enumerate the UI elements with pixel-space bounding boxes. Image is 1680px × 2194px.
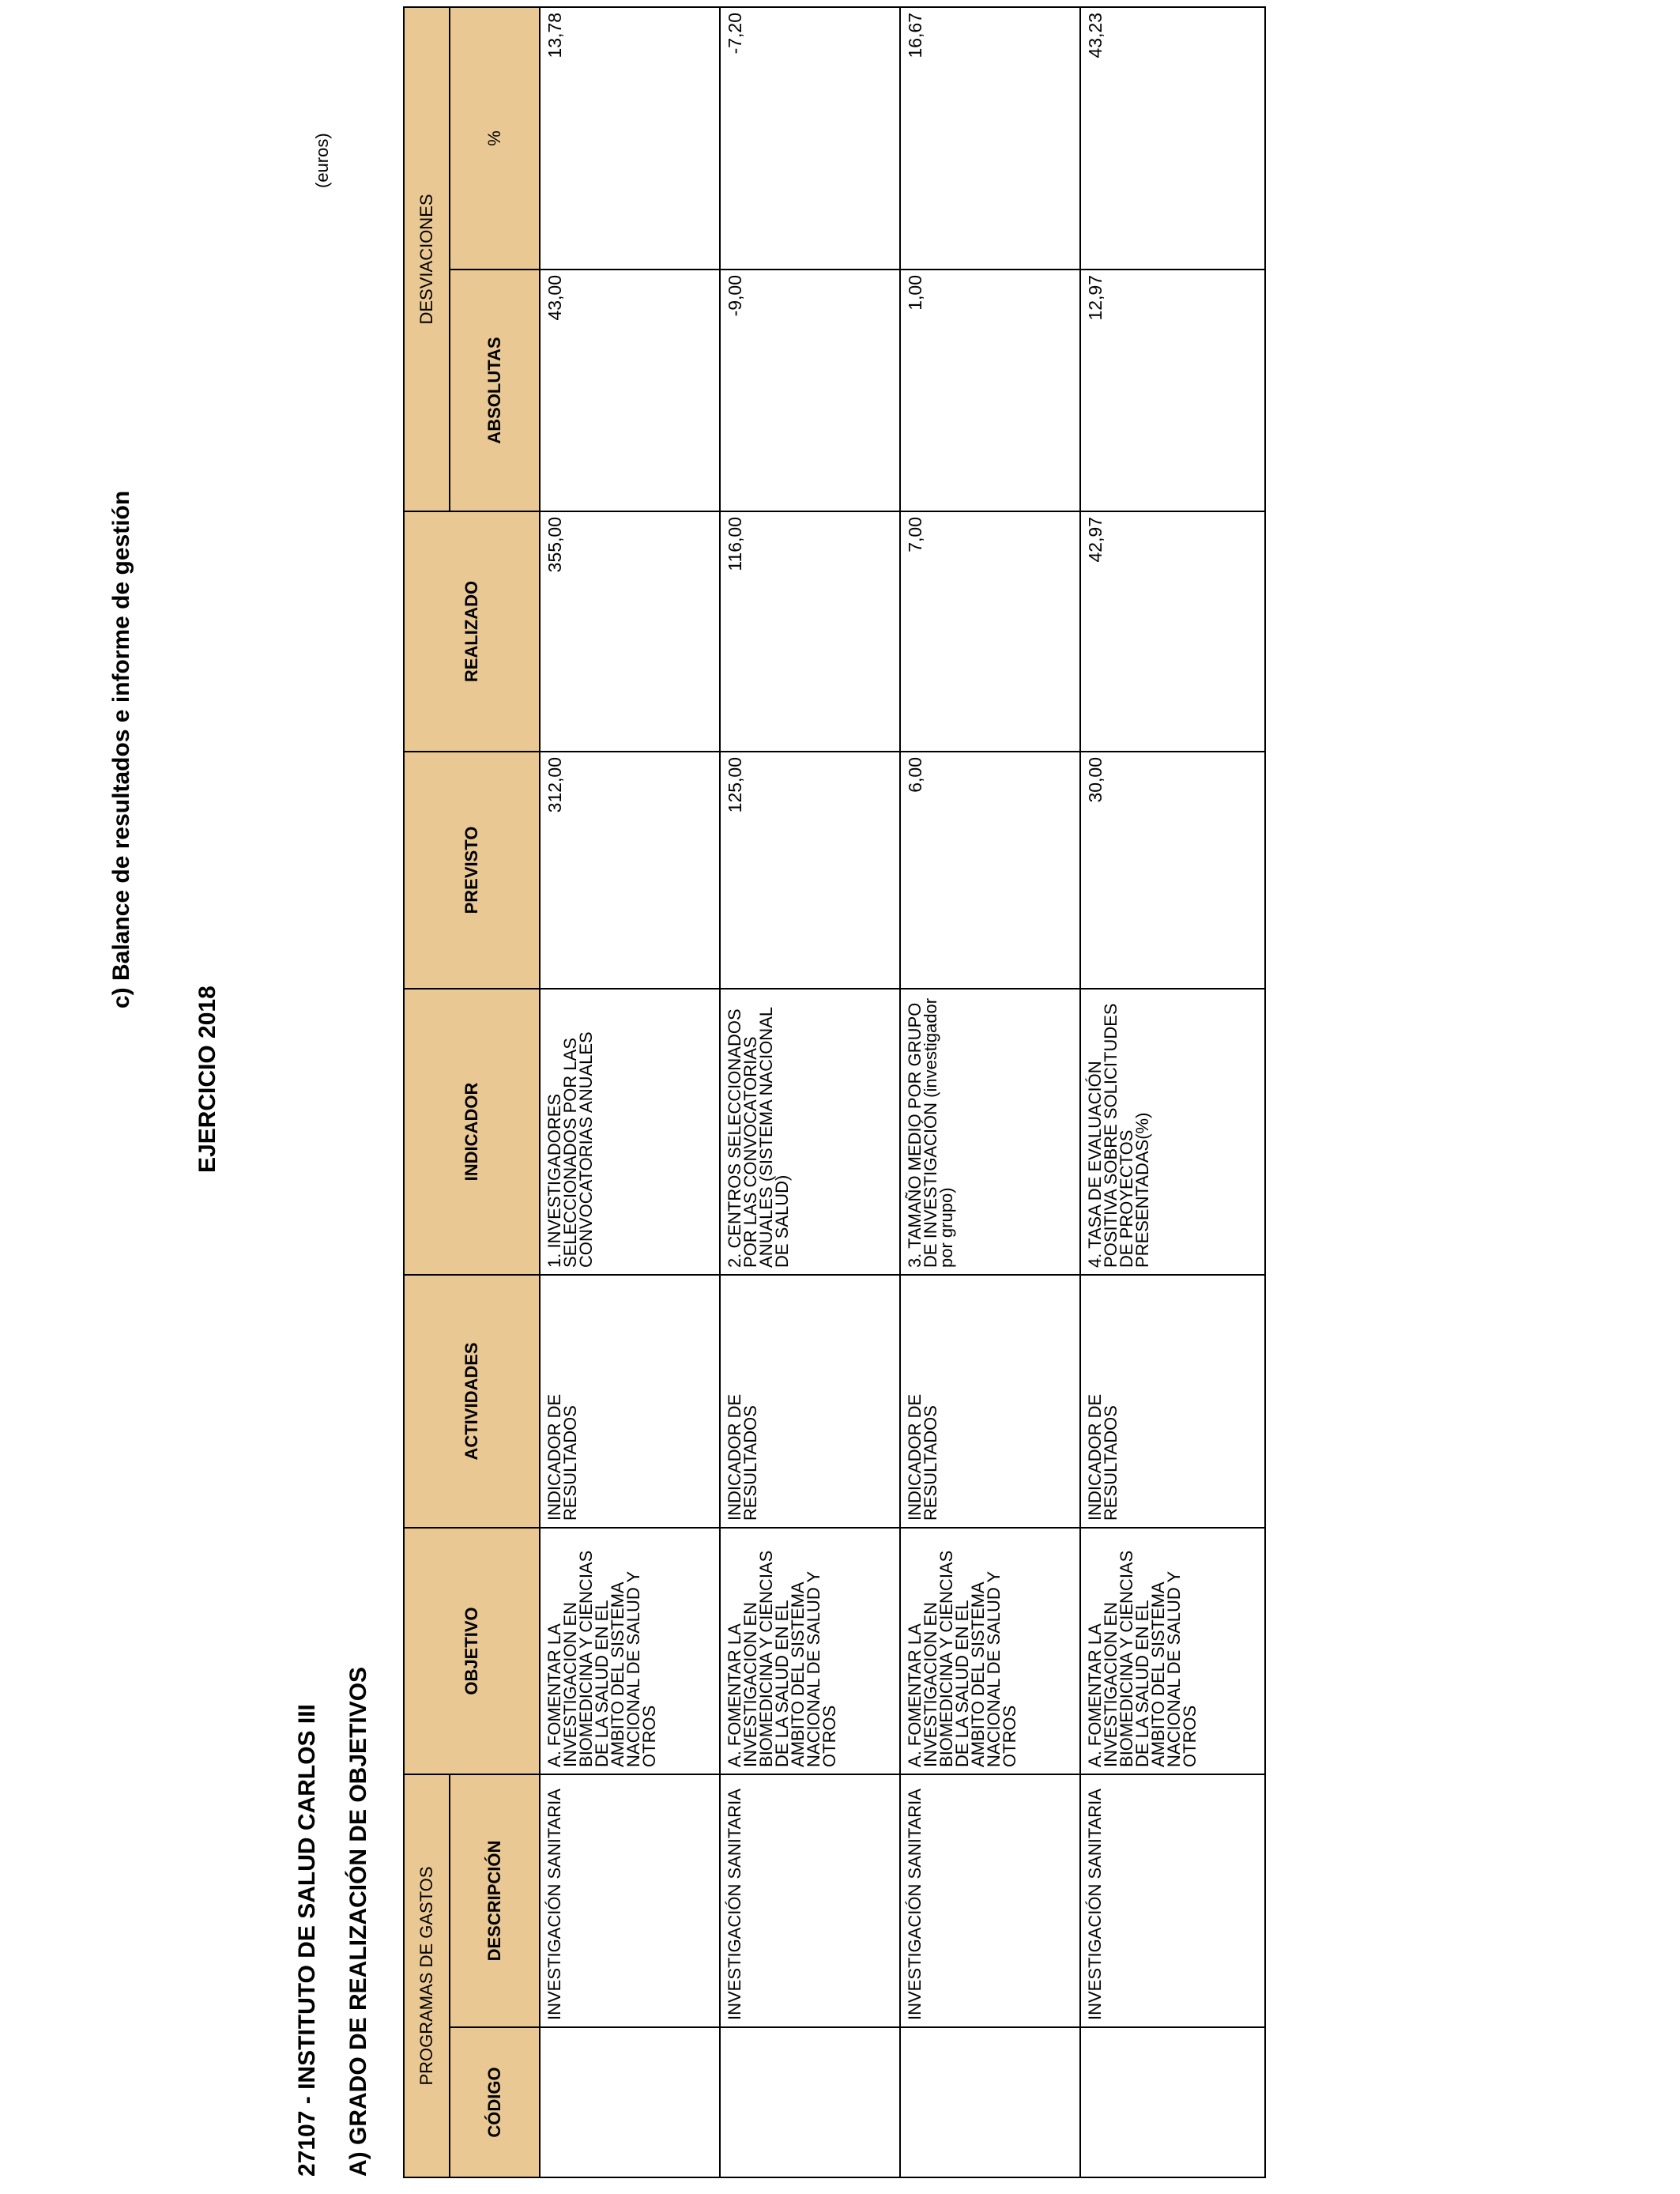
objetivo-cell: A. FOMENTAR LA INVESTIGACION EN BIOMEDICINA Y CIENCIAS DE LA SALUD EN EL AMBITO DEL SISTEMA NACIONAL DE SALUD Y OTROS: [1080, 1528, 1265, 1774]
objetivo-cell: A. FOMENTAR LA INVESTIGACION EN BIOMEDICINA Y CIENCIAS DE LA SALUD EN EL AMBITO DEL SISTEMA NACIONAL DE SALUD Y OTROS: [720, 1528, 900, 1774]
absolutas-cell: 43,00: [540, 270, 720, 511]
previsto-cell: 125,00: [720, 752, 900, 989]
actividades-cell: INDICADOR DE RESULTADOS: [900, 1275, 1080, 1528]
programas-group-header: PROGRAMAS DE GASTOS: [404, 1774, 450, 2177]
objetivo-cell: A. FOMENTAR LA INVESTIGACION EN BIOMEDICINA Y CIENCIAS DE LA SALUD EN EL AMBITO DEL SISTEMA NACIONAL DE SALUD Y OTROS: [540, 1528, 720, 1774]
exercise-year: EJERCICIO 2018: [194, 986, 220, 1173]
absolutas-cell: 1,00: [900, 270, 1080, 511]
indicador-cell: 4. TASA DE EVALUACIÓN POSITIVA SOBRE SOLICITUDES DE PROYECTOS PRESENTADAS(%): [1080, 989, 1265, 1275]
objetivo-header: OBJETIVO: [404, 1528, 540, 1774]
table-row: [540, 7, 720, 2177]
section-title: A) GRADO DE REALIZACIÓN DE OBJETIVOS: [345, 1666, 371, 2177]
actividades-header: ACTIVIDADES: [404, 1275, 540, 1528]
realizado-header: REALIZADO: [404, 511, 540, 752]
indicador-cell: 2. CENTROS SELECCIONADOS POR LAS CONVOCATORIAS ANUALES (SISTEMA NACIONAL DE SALUD): [720, 989, 900, 1275]
previsto-cell: 312,00: [540, 752, 720, 989]
porcentaje-header: %: [450, 7, 540, 270]
porcentaje-cell: -7,20: [720, 7, 900, 270]
codigo-cell: [720, 2027, 900, 2177]
organization-title: 27107 - INSTITUTO DE SALUD CARLOS III: [294, 1704, 320, 2177]
table-row: [720, 7, 900, 2177]
indicador-cell: 1. INVESTIGADORES SELECCIONADOS POR LAS CONVOCATORIAS ANUALES: [540, 989, 720, 1275]
realizado-cell: 7,00: [900, 511, 1080, 752]
porcentaje-cell: 43,23: [1080, 7, 1265, 270]
codigo-cell: [1080, 2027, 1265, 2177]
actividades-cell: INDICADOR DE RESULTADOS: [1080, 1275, 1265, 1528]
previsto-cell: 30,00: [1080, 752, 1265, 989]
codigo-cell: [540, 2027, 720, 2177]
realizado-cell: 355,00: [540, 511, 720, 752]
document-title: c) Balance de resultados e informe de gestión: [108, 490, 134, 1008]
indicador-cell: 3. TAMAÑO MEDIO POR GRUPO DE INVESTIGACIÓN (investigador por grupo): [900, 989, 1080, 1275]
desviaciones-group-header: DESVIACIONES: [404, 7, 450, 511]
realizado-cell: 42,97: [1080, 511, 1265, 752]
descripcion-cell: INVESTIGACIÓN SANITARIA: [900, 1774, 1080, 2027]
codigo-cell: [900, 2027, 1080, 2177]
descripcion-cell: INVESTIGACIÓN SANITARIA: [1080, 1774, 1265, 2027]
descripcion-cell: INVESTIGACIÓN SANITARIA: [720, 1774, 900, 2027]
objectives-table: [403, 6, 1266, 2178]
table-row: [900, 7, 1080, 2177]
objetivo-cell: A. FOMENTAR LA INVESTIGACION EN BIOMEDICINA Y CIENCIAS DE LA SALUD EN EL AMBITO DEL SISTEMA NACIONAL DE SALUD Y OTROS: [900, 1528, 1080, 1774]
descripcion-header: DESCRIPCIÓN: [450, 1774, 540, 2027]
absolutas-cell: -9,00: [720, 270, 900, 511]
actividades-cell: INDICADOR DE RESULTADOS: [540, 1275, 720, 1528]
absolutas-header: ABSOLUTAS: [450, 270, 540, 511]
codigo-header: CÓDIGO: [450, 2027, 540, 2177]
realizado-cell: 116,00: [720, 511, 900, 752]
indicador-header: INDICADOR: [404, 989, 540, 1275]
porcentaje-cell: 13,78: [540, 7, 720, 270]
absolutas-cell: 12,97: [1080, 270, 1265, 511]
descripcion-cell: INVESTIGACIÓN SANITARIA: [540, 1774, 720, 2027]
previsto-header: PREVISTO: [404, 752, 540, 989]
previsto-cell: 6,00: [900, 752, 1080, 989]
actividades-cell: INDICADOR DE RESULTADOS: [720, 1275, 900, 1528]
porcentaje-cell: 16,67: [900, 7, 1080, 270]
table-row: [1080, 7, 1265, 2177]
currency-unit: (euros): [312, 133, 332, 188]
